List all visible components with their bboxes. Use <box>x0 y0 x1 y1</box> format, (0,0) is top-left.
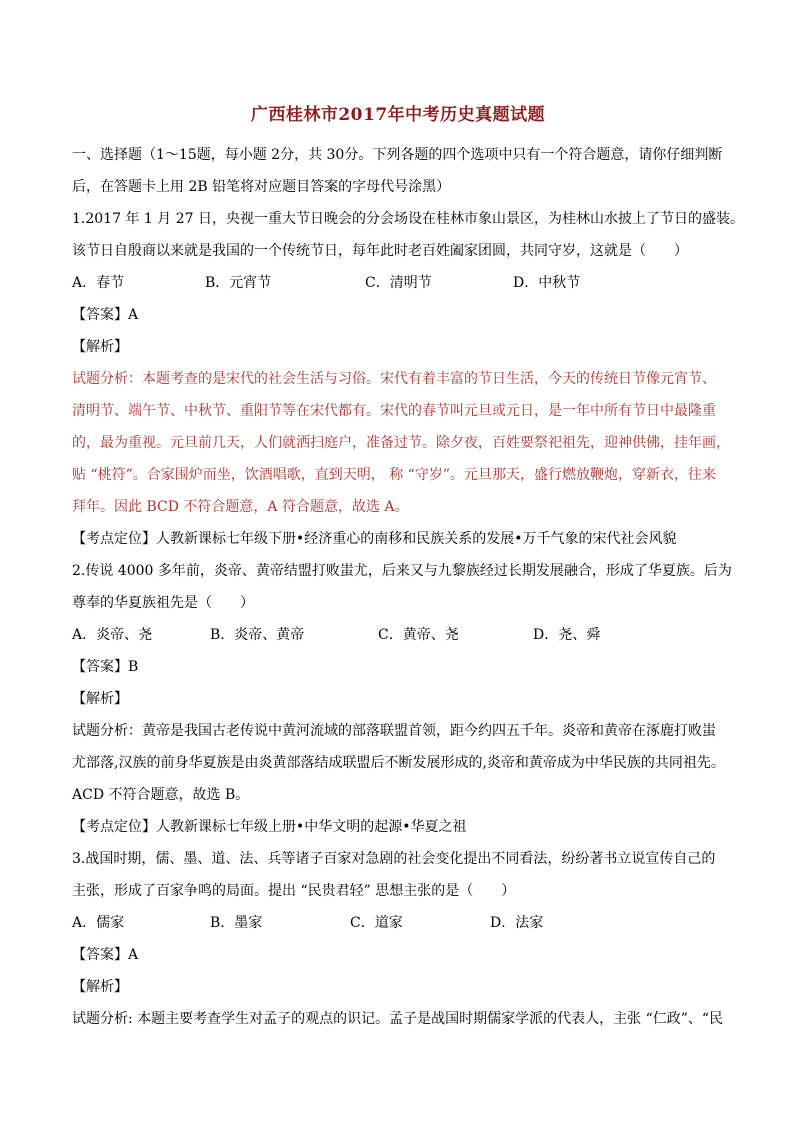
question-2 <box>72 555 732 843</box>
question-stem: 该节日自殷商以来就是我国的一个传统节日，每年此时老百姓阖家团圆，共同守岁，这就是（ ） <box>72 243 688 259</box>
intro-line: 后，在答题卡上用 2B 铅笔将对应题目答案的字母代号涂黑） <box>72 179 451 195</box>
analysis-line: 试题分析：本题考查的是宋代的社会生活与习俗。宋代有着丰富的节日生活，今天的传统日节像元宵节、 <box>72 371 716 387</box>
answer-line: 【答案】A <box>72 307 139 323</box>
option-b: B．墨家 <box>210 915 263 931</box>
option-a: A．春节 <box>72 275 125 291</box>
analysis-line: 贴 “桃符”。合家围炉而坐，饮酒唱歌，直到天明， 称 “守岁”。元旦那天，盛行燃放鞭炮，穿新衣，往来 <box>72 467 716 483</box>
analysis-line: 的，最为重视。元旦前几天，人们就洒扫庭户，准备过节。除夕夜，百姓要祭祀祖先，迎神供佛，挂年画， <box>72 435 730 451</box>
kaodian-line: 【考点定位】人教新课标七年级上册•中华文明的起源•华夏之祖 <box>72 819 467 835</box>
question-stem: 3.战国时期，儒、墨、道、法、兵等诸子百家对急剧的社会变化提出不同看法，纷纷著书立说宣传自己的 <box>72 851 716 867</box>
question-stem: 2.传说 4000 多年前，炎帝、黄帝结盟打败蚩尤，后来又与九黎族经过长期发展融合，形成了华夏族。后为 <box>72 563 732 579</box>
option-c: C．清明节 <box>365 275 432 291</box>
document-page <box>72 100 744 1035</box>
option-b: B．炎帝、黄帝 <box>210 627 305 643</box>
question-stem: 1.2017 年 1 月 27 日，央视一重大节日晚会的分会场设在桂林市象山景区，为桂林山水披上了节日的盛装。 <box>72 211 744 227</box>
option-d: D．法家 <box>490 915 544 931</box>
answer-line: 【答案】B <box>72 659 139 675</box>
analysis-line: 试题分析: 本题主要考查学生对孟子的观点的识记。孟子是战国时期儒家学派的代表人，主张 “仁政”、“民 <box>72 1011 724 1027</box>
page-title: 广西桂林市2017年中考历史真题试题 <box>250 105 546 125</box>
option-d: D．尧、舜 <box>533 627 601 643</box>
answer-line: 【答案】A <box>72 947 139 963</box>
option-c: C．黄帝、尧 <box>378 627 459 643</box>
option-a: A．儒家 <box>72 915 125 931</box>
analysis-line: 拜年。因此 BCD 不符合题意，A 符合题意，故选 A。 <box>72 499 409 515</box>
kaodian-line: 【考点定位】人教新课标七年级下册•经济重心的南移和民族关系的发展•万千气象的宋代社会风貌 <box>72 531 677 547</box>
question-stem: 尊奉的华夏族祖先是（ ） <box>72 595 254 611</box>
analysis-label: 【解析】 <box>72 339 128 355</box>
analysis-label: 【解析】 <box>72 979 128 995</box>
options-row <box>72 907 724 939</box>
intro-line: 一、选择题（1～15题，每小题 2分，共 30分。下列各题的四个选项中只有一个符合题意，请你仔细判断 <box>72 147 723 163</box>
question-3 <box>72 843 724 1035</box>
option-d: D．中秋节 <box>513 275 581 291</box>
analysis-line: 尤部落,汉族的前身华夏族是由炎黄部落结成联盟后不断发展形成的,炎帝和黄帝成为中华民族的共同祖先。 <box>72 755 725 771</box>
option-b: B．元宵节 <box>205 275 272 291</box>
analysis-line: ACD 不符合题意，故选 B。 <box>72 787 250 803</box>
analysis-line: 清明节、端午节、中秋节、重阳节等在宋代都有。宋代的春节叫元旦或元日，是一年中所有节日中最隆重 <box>72 403 716 419</box>
options-row <box>72 267 724 299</box>
analysis-label: 【解析】 <box>72 691 128 707</box>
question-stem: 主张，形成了百家争鸣的局面。提出 “民贵君轻” 思想主张的是（ ） <box>72 883 516 899</box>
option-c: C．道家 <box>350 915 403 931</box>
analysis-line: 试题分析：黄帝是我国古老传说中黄河流域的部落联盟首领，距今约四五千年。炎帝和黄帝在涿鹿打败蚩 <box>72 723 716 739</box>
section-intro <box>72 139 724 203</box>
question-1 <box>72 203 744 555</box>
options-row <box>72 619 724 651</box>
option-a: A．炎帝、尧 <box>72 627 153 643</box>
